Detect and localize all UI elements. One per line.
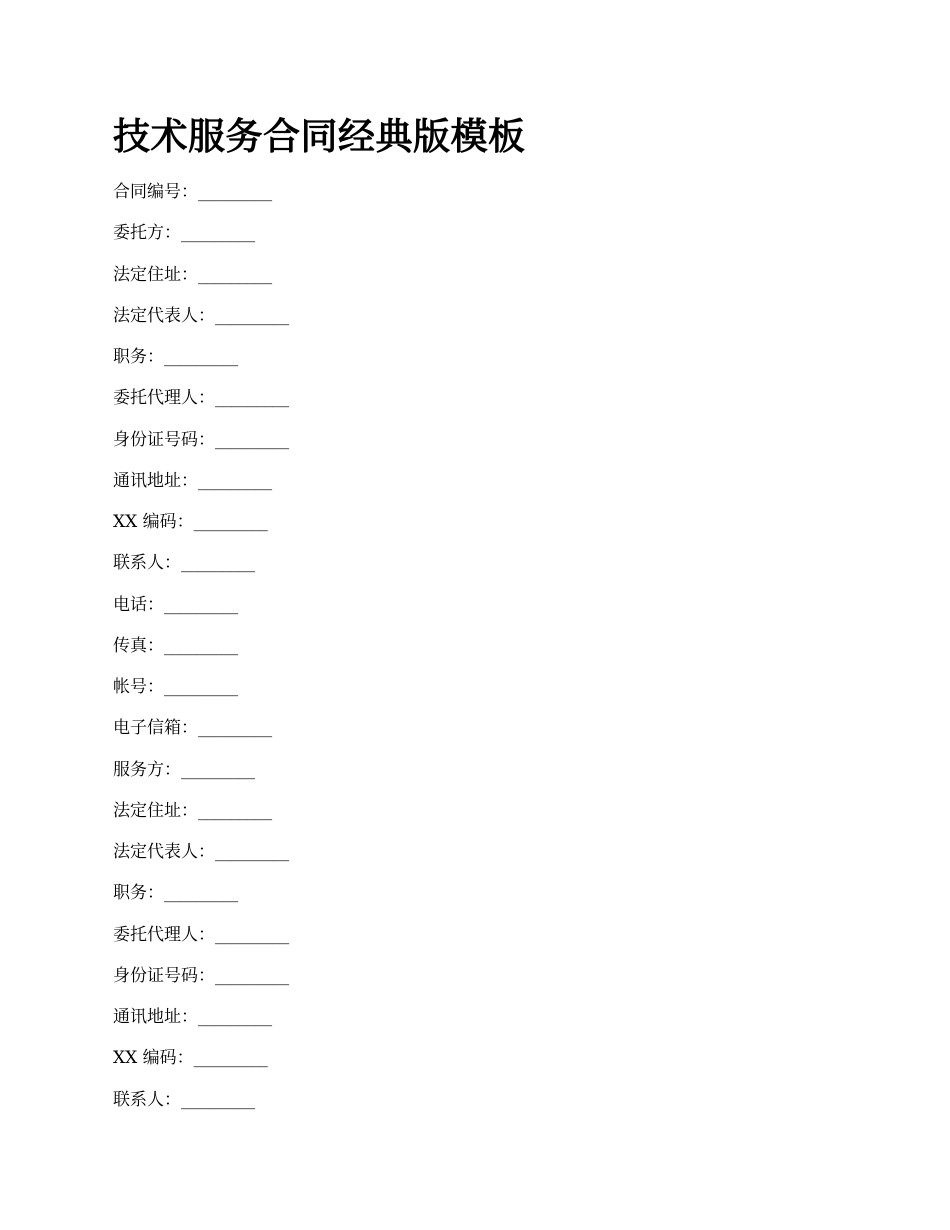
- field-label: 法定住址：: [113, 800, 198, 821]
- field-label: 职务：: [113, 883, 164, 904]
- field-contract-number: [113, 182, 950, 223]
- field-label: 传真：: [113, 635, 164, 656]
- field-label: 职务：: [113, 347, 164, 367]
- field-label: XX 编码：: [113, 1048, 194, 1069]
- fill-blank: _________: [181, 553, 255, 574]
- field-label: XX 编码：: [113, 512, 194, 532]
- fill-blank: _________: [181, 759, 255, 780]
- field-label: 法定住址：: [113, 264, 198, 285]
- field-client-agent: [113, 388, 950, 429]
- field-client-legal-representative: [113, 306, 950, 347]
- field-client: [113, 223, 950, 264]
- field-label: 服务方：: [113, 759, 181, 780]
- fill-blank: _________: [164, 883, 238, 904]
- field-label: 通讯地址：: [113, 470, 198, 491]
- field-provider-legal-address: [113, 801, 950, 842]
- field-label: 帐号：: [113, 677, 164, 697]
- field-label: 法定代表人：: [113, 842, 215, 862]
- field-client-contact: [113, 553, 950, 594]
- field-label: 合同编号：: [113, 182, 198, 202]
- field-provider-position: [113, 883, 950, 924]
- field-label: 电话：: [113, 594, 164, 615]
- fill-blank: _________: [193, 512, 268, 532]
- fill-blank: _________: [198, 470, 272, 491]
- fill-blank: _________: [215, 965, 289, 986]
- fill-blank: _________: [164, 677, 238, 697]
- fill-blank: _________: [215, 305, 289, 326]
- field-label: 电子信箱：: [113, 718, 198, 739]
- field-client-phone: [113, 595, 950, 636]
- field-provider-agent: [113, 925, 950, 966]
- field-client-id-number: [113, 430, 950, 471]
- field-service-provider: [113, 760, 950, 801]
- field-client-account: [113, 677, 950, 718]
- field-provider-id-number: [113, 966, 950, 1007]
- field-provider-mailing-address: [113, 1007, 950, 1048]
- fill-blank: _________: [215, 924, 289, 945]
- fill-blank: _________: [198, 182, 272, 202]
- field-label: 委托方：: [113, 223, 181, 244]
- field-provider-legal-representative: [113, 842, 950, 883]
- contract-field-list: [113, 182, 950, 1131]
- fill-blank: _________: [215, 842, 289, 862]
- field-label: 联系人：: [113, 1089, 181, 1110]
- fill-blank: _________: [164, 347, 238, 367]
- field-provider-postal-code: [113, 1048, 950, 1089]
- field-client-mailing-address: [113, 471, 950, 512]
- field-label: 法定代表人：: [113, 305, 215, 326]
- fill-blank: _________: [215, 429, 289, 450]
- field-client-postal-code: [113, 512, 950, 553]
- fill-blank: _________: [164, 594, 238, 615]
- field-label: 委托代理人：: [113, 388, 215, 409]
- field-provider-contact: [113, 1090, 950, 1131]
- field-label: 身份证号码：: [113, 429, 215, 450]
- fill-blank: _________: [181, 223, 255, 244]
- fill-blank: _________: [193, 1048, 268, 1069]
- fill-blank: _________: [198, 800, 272, 821]
- field-client-legal-address: [113, 265, 950, 306]
- fill-blank: _________: [164, 635, 238, 656]
- field-client-position: [113, 347, 950, 388]
- fill-blank: _________: [198, 264, 272, 285]
- field-label: 通讯地址：: [113, 1007, 198, 1027]
- field-label: 身份证号码：: [113, 965, 215, 986]
- document-title: 技术服务合同经典版模板: [113, 115, 526, 158]
- fill-blank: _________: [215, 388, 289, 409]
- fill-blank: _________: [181, 1089, 255, 1110]
- field-label: 联系人：: [113, 553, 181, 574]
- field-label: 委托代理人：: [113, 924, 215, 945]
- field-client-fax: [113, 636, 950, 677]
- field-client-email: [113, 718, 950, 759]
- fill-blank: _________: [198, 1007, 272, 1027]
- fill-blank: _________: [198, 718, 272, 739]
